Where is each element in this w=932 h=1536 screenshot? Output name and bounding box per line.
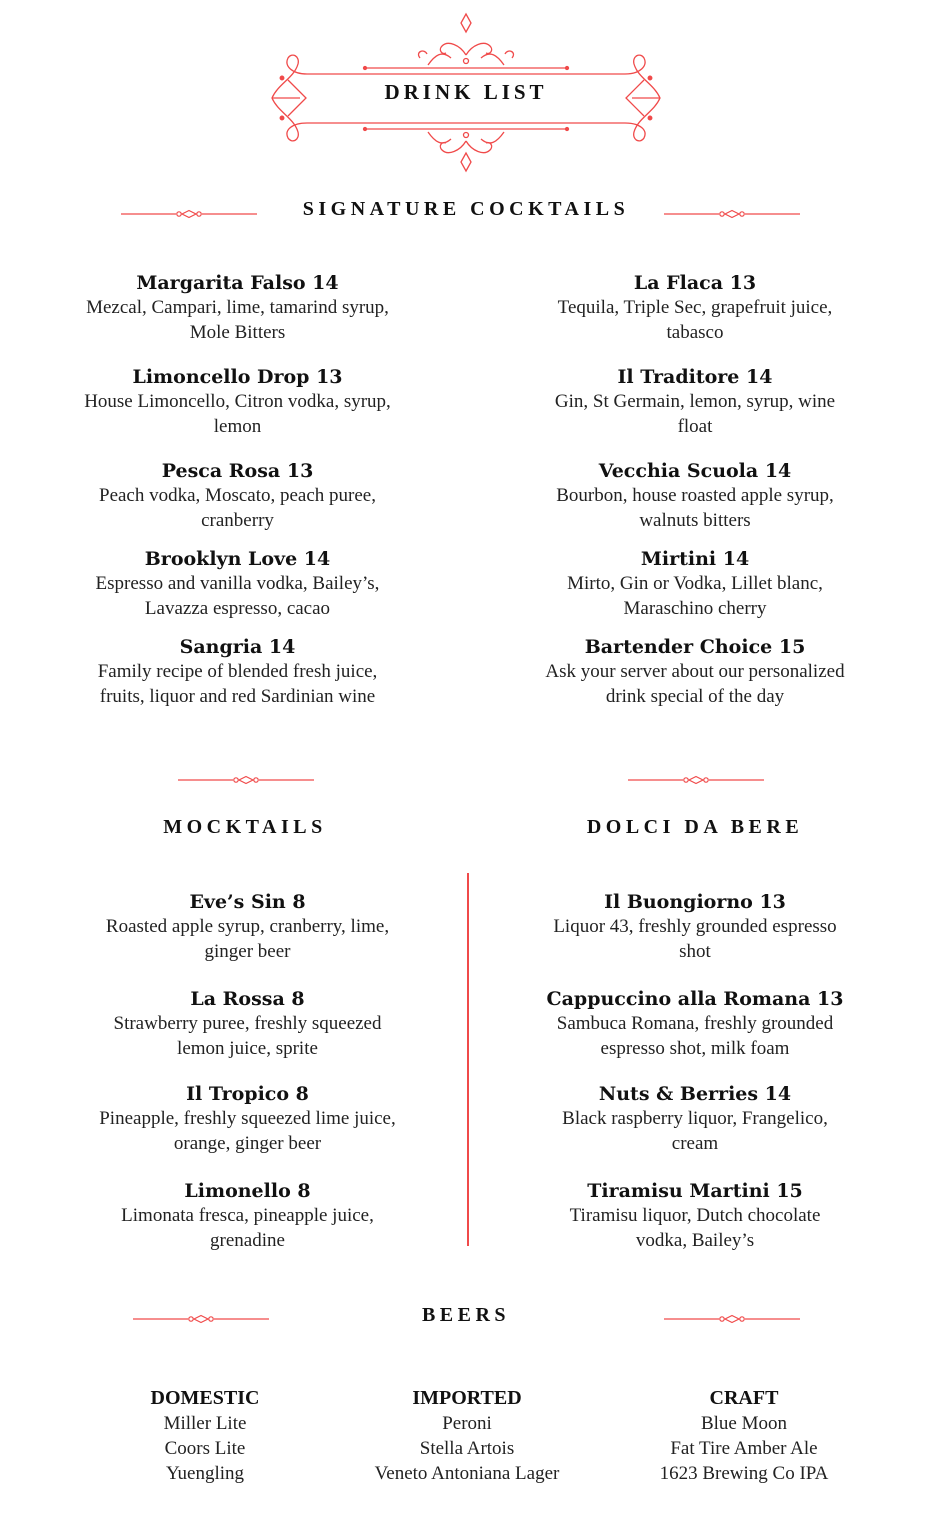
menu-item-name: Vecchia Scuola 14 [598,460,792,482]
menu-item [50,271,425,345]
menu-item-name: Il Buongiorno 13 [604,891,786,913]
menu-item-description: tabasco [666,322,724,343]
menu-item-name: La Rossa 8 [190,988,305,1010]
menu-item-description: Mirto, Gin or Vodka, Lillet blanc, [567,573,823,594]
beer-item: Veneto Antoniana Lager [374,1463,560,1484]
menu-item-name: Pesca Rosa 13 [161,460,314,482]
menu-item [505,1082,885,1156]
menu-item-description: Gin, St Germain, lemon, syrup, wine [554,391,836,412]
signature-right-column [505,271,885,709]
menu-item-name: Cappuccino alla Romana 13 [546,988,844,1010]
menu-item-description: lemon juice, sprite [177,1038,318,1059]
menu-item-description: Bourbon, house roasted apple syrup, [556,485,834,506]
menu-item-description: orange, ginger beer [173,1133,322,1154]
menu-item-description: vodka, Bailey’s [635,1230,755,1251]
divider-ornament-icon [178,774,314,786]
menu-item [505,365,885,439]
beer-item: Miller Lite [163,1413,247,1434]
menu-item [505,635,885,709]
menu-item [505,1179,885,1253]
menu-item-description: cream [671,1133,719,1154]
menu-item-description: float [677,416,713,437]
beer-item: Coors Lite [164,1438,246,1459]
menu-item-name: Il Traditore 14 [617,366,773,388]
beer-column-title: CRAFT [709,1387,779,1409]
beer-column-domestic [105,1385,305,1486]
beer-item: Blue Moon [700,1413,788,1434]
column-divider-line [467,873,469,1246]
menu-item-description: drink special of the day [605,686,785,707]
menu-item-description: lemon [213,416,262,437]
menu-item-description: Pineapple, freshly squeezed lime juice, [99,1108,396,1129]
menu-item-description: Peach vodka, Moscato, peach puree, [99,485,376,506]
menu-item-description: shot [679,941,711,962]
menu-item-name: Limoncello Drop 13 [132,366,343,388]
mocktails-column [60,890,435,1253]
menu-item [50,547,425,621]
menu-item-description: ginger beer [204,941,291,962]
signature-left-column [50,271,425,709]
menu-item-description: Ask your server about our personalized [545,661,845,682]
divider-ornament-icon [121,208,257,220]
menu-item-name: Tiramisu Martini 15 [587,1180,803,1202]
menu-item [505,459,885,533]
menu-item-description: Maraschino cherry [623,598,767,619]
menu-item [60,890,435,964]
beer-column-title: DOMESTIC [150,1387,260,1409]
divider-ornament-icon [628,774,764,786]
section-heading-beers: BEERS [421,1304,511,1326]
menu-item-name: Margarita Falso 14 [136,272,339,294]
menu-item [505,547,885,621]
menu-item-description: cranberry [201,510,274,531]
divider-ornament-icon [664,208,800,220]
beer-item: Fat Tire Amber Ale [670,1438,818,1459]
menu-item-description: Sambuca Romana, freshly grounded [556,1013,834,1034]
menu-item-description: fruits, liquor and red Sardinian wine [99,686,376,707]
section-heading-dolci: DOLCI DA BERE [586,816,804,838]
beer-item: Yuengling [165,1463,245,1484]
menu-item-description: Roasted apple syrup, cranberry, lime, [105,916,390,937]
menu-item [60,1179,435,1253]
menu-item-description: espresso shot, milk foam [600,1038,790,1059]
divider-ornament-icon [664,1313,800,1325]
section-heading-signature: SIGNATURE COCKTAILS [302,198,630,220]
menu-item [505,890,885,964]
menu-item-description: Espresso and vanilla vodka, Bailey’s, [95,573,380,594]
menu-item-description: Tiramisu liquor, Dutch chocolate [569,1205,821,1226]
menu-item [60,987,435,1061]
menu-item-name: Brooklyn Love 14 [144,548,331,570]
dolci-column [505,890,885,1253]
menu-item-description: Mezcal, Campari, lime, tamarind syrup, [86,297,389,318]
section-heading-mocktails: MOCKTAILS [163,816,327,838]
menu-item-description: Family recipe of blended fresh juice, [97,661,378,682]
beer-column-title: IMPORTED [412,1387,522,1409]
menu-item-name: Bartender Choice 15 [584,636,806,658]
menu-item-description: House Limoncello, Citron vodka, syrup, [84,391,391,412]
menu-item-description: Mole Bitters [189,322,286,343]
menu-item-name: Il Tropico 8 [186,1083,309,1105]
menu-item [50,365,425,439]
beer-item: Peroni [442,1413,492,1434]
menu-item-description: grenadine [210,1230,285,1251]
menu-item-name: Mirtini 14 [640,548,750,570]
beer-item: 1623 Brewing Co IPA [659,1463,829,1484]
beer-column-craft [634,1385,854,1486]
menu-item [505,271,885,345]
beer-item: Stella Artois [419,1438,515,1459]
menu-item [50,459,425,533]
menu-item-description: walnuts bitters [639,510,751,531]
menu-item [60,1082,435,1156]
menu-item-description: Lavazza espresso, cacao [144,598,331,619]
menu-item [505,987,885,1061]
menu-item-description: Strawberry puree, freshly squeezed [113,1013,382,1034]
beer-column-imported [347,1385,587,1486]
menu-item-name: La Flaca 13 [633,272,757,294]
divider-ornament-icon [133,1313,269,1325]
menu-item-description: Tequila, Triple Sec, grapefruit juice, [557,297,833,318]
menu-item-description: Limonata fresca, pineapple juice, [121,1205,374,1226]
menu-item-name: Sangria 14 [179,636,296,658]
menu-item-name: Nuts & Berries 14 [598,1083,792,1105]
menu-item [50,635,425,709]
menu-item-name: Eve’s Sin 8 [189,891,306,913]
menu-item-name: Limonello 8 [184,1180,311,1202]
menu-item-description: Liquor 43, freshly grounded espresso [553,916,837,937]
menu-item-description: Black raspberry liquor, Frangelico, [562,1108,828,1129]
page-title: DRINK LIST [384,80,548,104]
